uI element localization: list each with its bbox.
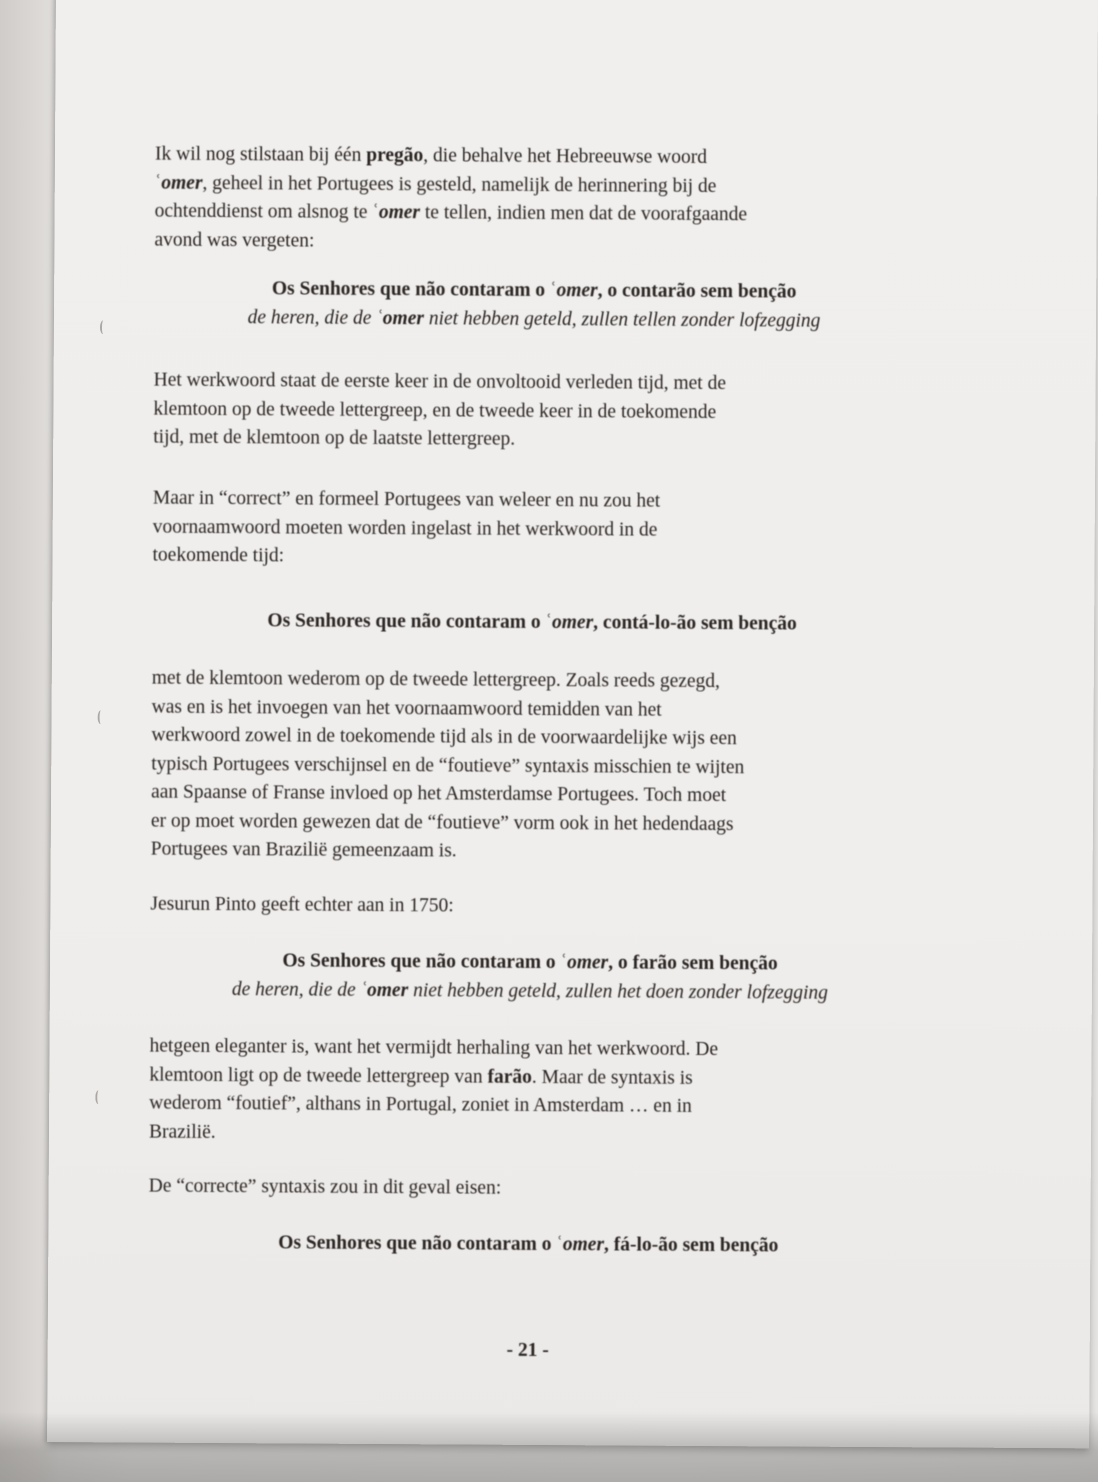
ayin-mark: ʿ xyxy=(372,201,379,223)
text-span: . Maar de syntaxis is xyxy=(531,1066,693,1089)
ayin-mark: ʿ xyxy=(545,612,553,634)
text-line: hetgeen eleganter is, want het vermijdt herhaling van het werkwoord. De xyxy=(149,1035,719,1061)
text-span: , geheel in het Portugees is gesteld, namelijk de herinnering bij de xyxy=(202,172,717,197)
page-text xyxy=(148,141,915,1362)
quote-dutch xyxy=(154,303,914,336)
text-line: voornaamwoord moeten worden ingelast in het werkwoord in de xyxy=(152,516,658,541)
text-line: toekomende tijd: xyxy=(152,544,285,567)
text-line: klemtoon op de tweede lettergreep, en de tweede keer in de toekomende xyxy=(153,398,717,423)
text-span: ochtenddienst om alsnog te xyxy=(154,200,373,223)
text-line xyxy=(155,198,748,230)
text-line: aan Spaanse of Franse invloed op het Amsterdamse Portugees. Toch moet xyxy=(151,781,727,807)
paragraph-7 xyxy=(149,1173,502,1204)
text-span: , o farão sem benção xyxy=(608,952,778,975)
paragraph-2 xyxy=(153,367,726,456)
text-line: typisch Portugees verschijnsel en de “foutieve” syntaxis misschien te wijten xyxy=(151,753,745,778)
paragraph-1 xyxy=(154,141,747,259)
quote-4 xyxy=(148,1229,908,1262)
term-farao: farão xyxy=(487,1066,532,1088)
text-span: te tellen, indien men dat de voorafgaande xyxy=(419,202,748,226)
quote-3 xyxy=(150,947,910,1009)
text-line xyxy=(155,141,748,173)
term-omer: omer xyxy=(161,172,203,194)
text-line: tijd, met de klemtoon op de laatste lettergreep. xyxy=(153,426,516,450)
text-span: niet hebben geteld, zullen tellen zonder lofzegging xyxy=(423,307,821,332)
margin-mark xyxy=(98,710,105,724)
quote-portuguese xyxy=(154,275,914,308)
term-pregao: pregão xyxy=(366,144,424,167)
text-line: Jesurun Pinto geeft echter aan in 1750: xyxy=(150,893,454,917)
quote-portuguese xyxy=(150,947,910,980)
text-line: werkwoord zowel in de toekomende tijd als in de voorwaardelijke wijs een xyxy=(151,724,737,750)
text-span: niet hebben geteld, zullen het doen zonder lofzegging xyxy=(408,979,828,1004)
text-span: Os Senhores que não contaram o xyxy=(282,950,561,974)
ayin-mark: ʿ xyxy=(549,280,557,302)
text-span: Os Senhores que não contaram o xyxy=(278,1232,557,1256)
ayin-mark: ʿ xyxy=(360,979,368,1001)
text-line: wederom “foutief”, althans in Portugal, zoniet in Amsterdam … en in xyxy=(149,1092,692,1117)
ayin-mark: ʿ xyxy=(376,307,383,329)
term-omer: omer xyxy=(382,307,425,329)
text-line: was en is het invoegen van het voornaamwoord temidden van het xyxy=(151,696,662,721)
text-span: Ik wil nog stilstaan bij één xyxy=(154,143,367,166)
book-page xyxy=(47,0,1098,1448)
text-line: De “correcte” syntaxis zou in dit geval eisen: xyxy=(148,1175,502,1199)
quote-dutch xyxy=(150,975,910,1008)
ayin-mark: ʿ xyxy=(556,1234,563,1256)
paragraph-3 xyxy=(152,485,660,574)
quote-2 xyxy=(152,607,912,640)
margin-mark xyxy=(100,320,107,334)
quote-portuguese xyxy=(148,1229,908,1262)
text-span: , o contarão sem benção xyxy=(597,280,797,303)
paragraph-4 xyxy=(151,665,745,868)
term-omer: omer xyxy=(366,979,409,1001)
bottom-shadow xyxy=(0,1412,1098,1482)
term-omer: omer xyxy=(556,280,598,302)
quote-1 xyxy=(154,275,914,337)
term-omer: omer xyxy=(378,201,421,224)
page-number: - 21 - xyxy=(506,1339,549,1362)
text-line: met de klemtoon wederom op de tweede lettergreep. Zoals reeds gezegd, xyxy=(151,667,721,693)
text-span: Os Senhores que não contaram o xyxy=(267,610,546,634)
text-span: Os Senhores que não contaram o xyxy=(271,278,551,302)
text-line xyxy=(155,169,748,201)
term-omer: omer xyxy=(566,952,609,974)
text-span: , fá-lo-ão sem benção xyxy=(603,1234,779,1257)
text-line: Maar in “correct” en formeel Portugees van weleer en nu zou het xyxy=(152,487,661,512)
text-line: Portugees van Brazilië gemeenzaam is. xyxy=(150,838,457,862)
paragraph-5 xyxy=(150,891,453,921)
text-span: de heren, die de xyxy=(247,306,377,329)
text-span: , contá-lo-ão sem benção xyxy=(593,612,797,635)
text-line: Brazilië. xyxy=(148,1121,216,1143)
text-line: Het werkwoord staat de eerste keer in de onvoltooid verleden tijd, met de xyxy=(153,369,727,395)
paragraph-6 xyxy=(149,1033,718,1150)
term-omer: omer xyxy=(562,1234,605,1256)
quote-portuguese xyxy=(152,607,912,640)
text-line xyxy=(149,1061,718,1093)
ayin-mark: ʿ xyxy=(154,172,162,194)
ayin-mark: ʿ xyxy=(560,952,568,974)
text-span: de heren, die de xyxy=(231,978,361,1001)
text-span: , die behalve het Hebreeuwse woord xyxy=(423,145,708,168)
text-line: er op moet worden gewezen dat de “foutieve” vorm ook in het hedendaags xyxy=(150,810,734,835)
margin-mark xyxy=(95,1090,102,1104)
text-line: avond was vergeten: xyxy=(154,229,315,252)
text-span: klemtoon ligt op de tweede lettergreep van xyxy=(149,1064,488,1088)
term-omer: omer xyxy=(551,612,594,634)
